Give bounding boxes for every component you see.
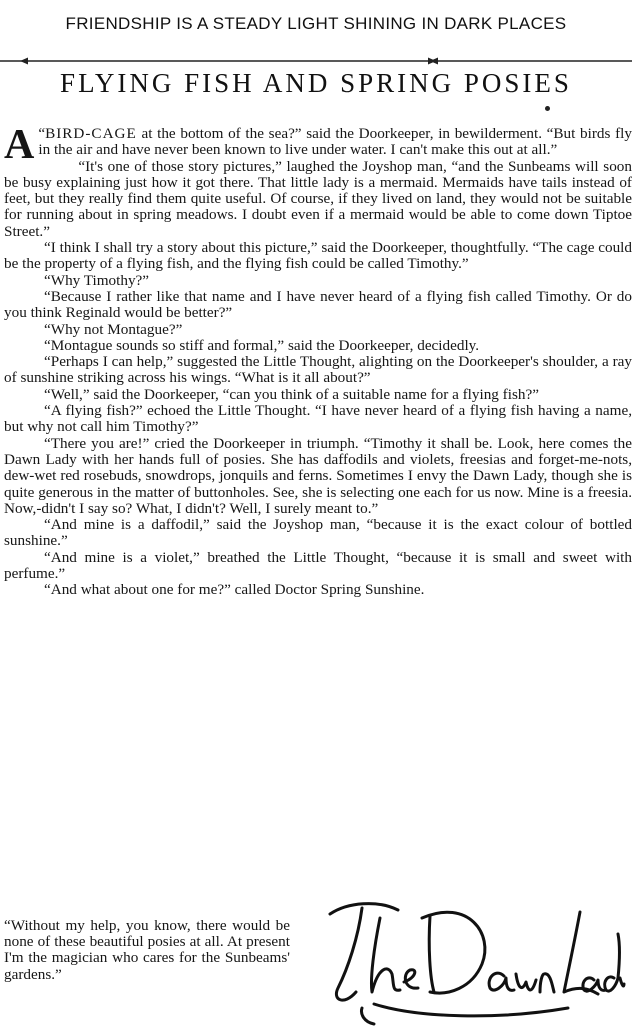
closing-column [4,918,290,983]
paragraph-6: “Why not Montague?” [44,320,183,338]
paragraph-5: “Because I rather like that name and I have never heard of a flying fish called Timothy. Or do you think Reginald would be better?” [4,287,632,322]
paragraph-7: “Montague sounds so stiff and formal,” said the Doorkeeper, decidedly. [44,336,480,354]
paragraph-text: “BIRD-CAGE at the bottom of the sea?” said the Doorkeeper, in bewilderment. “But birds fly in the air and have never been known to live under water. I can't make this out at all.” [38,125,632,159]
drop-cap: A [4,122,35,168]
paragraph-1 [4,122,632,168]
ornament-dot [545,106,550,111]
paragraph-9: “Well,” said the Doorkeeper, “can you think of a suitable name for a flying fish?” [44,385,539,403]
signature-image [318,888,628,1026]
paragraph-8: “Perhaps I can help,” suggested the Little Thought, alighting on the Doorkeeper's shoulder, a ray of sunshine striking across his wings. “What is it all about?” [4,353,632,387]
story-title: FLYING FISH AND SPRING POSIES [60,68,572,98]
paragraph-11: “There you are!” cried the Doorkeeper in triumph. “Timothy it shall be. Look, here comes the Dawn Lady with her hands full of posies. She has daffodils and violets, freesias and forget-me-nots, dew-wet red rosebuds, snowdrops, jonquils and ferns. Sometimes I envy the Dawn Lady, though she is quite generous in the matter of buttonholes. See, she is selecting one each for us now. Mine is a freesia. Now,-didn't I say so? What, I didn't? Well, I surely meant to.” [4,434,632,517]
paragraph-4: “Why Timothy?” [44,271,150,289]
paragraph-3: “I think I shall try a story about this picture,” said the Doorkeeper, thoughtfully. “The cage could be the property of a flying fish, and the flying fish could be called Timothy.” [4,239,632,273]
paragraph-10: “A flying fish?” echoed the Little Thought. “I have never heard of a flying fish having a name, but why not call him Timothy?” [4,402,632,436]
decorative-rule [0,56,632,66]
story-body [4,122,632,599]
paragraph-14: “And what about one for me?” called Doctor Spring Sunshine. [44,581,425,599]
paragraph-12: “And mine is a daffodil,” said the Joyshop man, “because it is the exact colour of bottled sunshine.” [4,516,632,550]
closing-paragraph: “Without my help, you know, there would be none of these beautiful posies at all. At present I'm the magician who cares for the Sunbeams' gardens.” [4,917,290,983]
paragraph-2: “It's one of those story pictures,” laughed the Joyshop man, “and the Sunbeams will soon be busy explaining just how it got there. That little lady is a mermaid. Mermaids have tails instead of feet, but they really find them quite useful. Of course, if they lived on land, they would not be suitable for running about in spring meadows. I doubt even if a mermaid would be able to come down Tiptoe Street.” [4,157,632,240]
paragraph-13: “And mine is a violet,” breathed the Little Thought, “because it is small and sweet with perfume.” [4,548,632,583]
motto-banner: FRIENDSHIP IS A STEADY LIGHT SHINING IN DARK PLACES [65,14,567,33]
